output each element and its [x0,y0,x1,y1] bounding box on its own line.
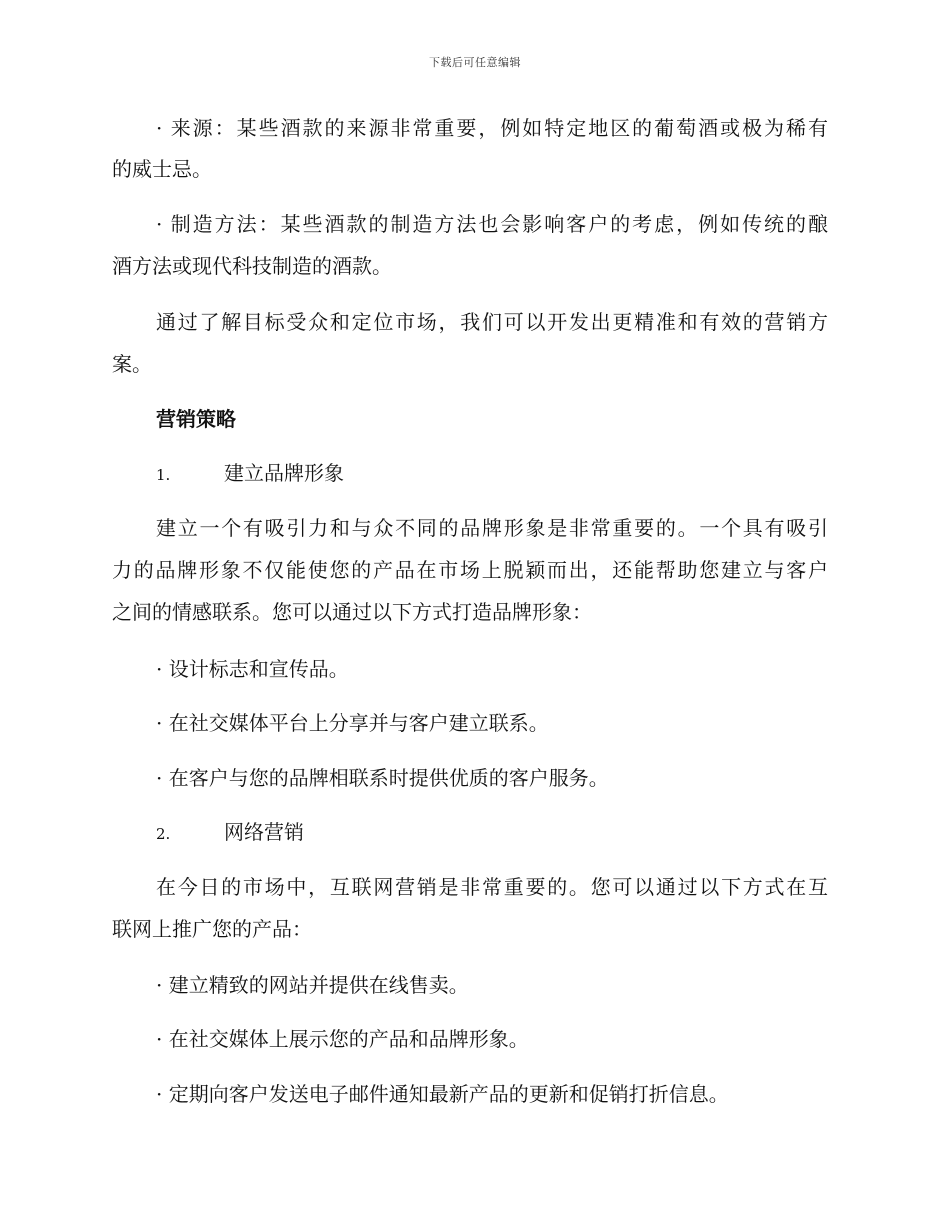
online-paragraph-line-2: 联网上推广您的产品： [112,917,312,941]
online-paragraph-line-1: 在今日的市场中，互联网营销是非常重要的。您可以通过以下方式在互 [156,875,828,899]
brand-bullet-2: · 在社交媒体平台上分享并与客户建立联系。 [156,711,549,735]
source-bullet-line-1: · 来源：某些酒款的来源非常重要，例如特定地区的葡萄酒或极为稀有 [156,116,828,140]
online-bullet-3: · 定期向客户发送电子邮件通知最新产品的更新和促销打折信息。 [156,1082,729,1106]
brand-paragraph-line-3: 之间的情感联系。您可以通过以下方式打造品牌形象： [112,600,592,624]
brand-paragraph-line-2: 力的品牌形象不仅能使您的产品在市场上脱颖而出，还能帮助您建立与客户 [112,558,828,582]
conclusion-line-1: 通过了解目标受众和定位市场，我们可以开发出更精准和有效的营销方 [156,310,828,334]
brand-paragraph-line-1: 建立一个有吸引力和与众不同的品牌形象是非常重要的。一个具有吸引 [156,516,828,540]
page-header: 下载后可任意编辑 [429,56,521,69]
online-bullet-2: · 在社交媒体上展示您的产品和品牌形象。 [156,1027,529,1051]
section-heading: 营销策略 [156,407,236,431]
list-title-1: 建立品牌形象 [224,461,344,485]
list-number-2: 2. [156,825,171,843]
online-bullet-1: · 建立精致的网站并提供在线售卖。 [156,973,469,997]
list-number-1: 1. [156,466,171,484]
method-bullet-line-1: · 制造方法：某些酒款的制造方法也会影响客户的考虑，例如传统的酿 [156,212,828,236]
source-bullet-line-2: 的威士忌。 [112,157,212,181]
conclusion-line-2: 案。 [112,352,152,376]
brand-bullet-1: · 设计标志和宣传品。 [156,657,349,681]
brand-bullet-3: · 在客户与您的品牌相联系时提供优质的客户服务。 [156,766,609,790]
method-bullet-line-2: 酒方法或现代科技制造的酒款。 [112,254,392,278]
list-title-2: 网络营销 [224,820,304,844]
